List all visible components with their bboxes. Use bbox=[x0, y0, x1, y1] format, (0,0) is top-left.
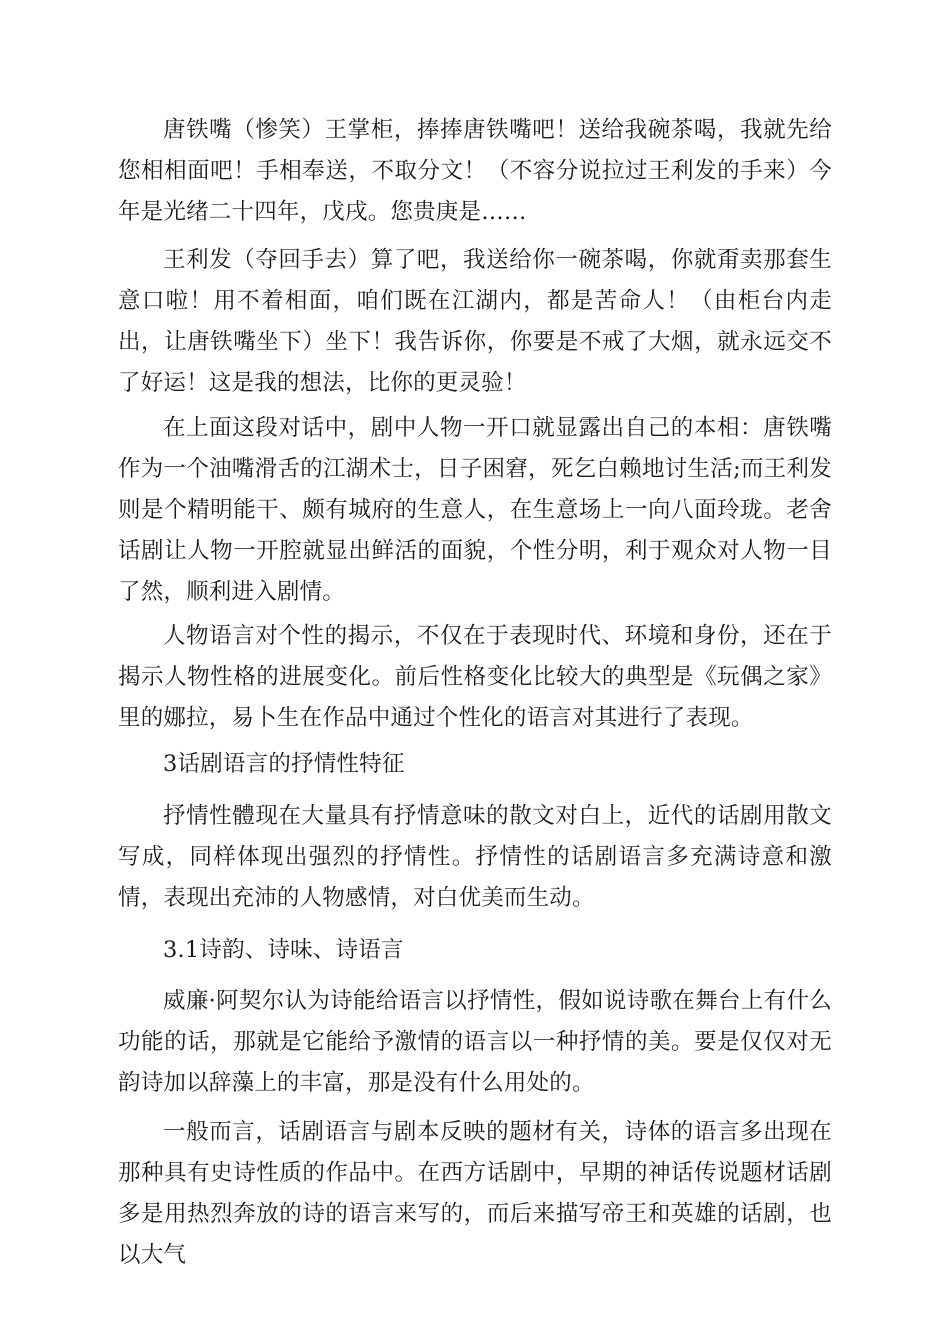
paragraph-general: 一般而言，话剧语言与剧本反映的题材有关，诗体的语言多出现在那种具有史诗性质的作品中。在西方话剧中，早期的神话传说题材话剧多是用热烈奔放的诗的语言来写的，而后来描写帝王和英雄的话剧，也以大气 bbox=[118, 1119, 832, 1268]
section-heading-3-1: 3.1诗韵、诗味、诗语言 bbox=[163, 937, 404, 963]
paragraph-analysis: 在上面这段对话中，剧中人物一开口就显露出自己的本相：唐铁嘴作为一个油嘴滑舌的江湖术士，日子困窘，死乞白赖地讨生活;而王利发则是个精明能干、颇有城府的生意人，在生意场上一向八面玲珑。老舍话剧让人物一开腔就显出鲜活的面貌，个性分明，利于观众对人物一目了然，顺利进入剧情。 bbox=[118, 415, 832, 605]
section-heading-3: 3话剧语言的抒情性特征 bbox=[163, 751, 405, 777]
paragraph-personality: 人物语言对个性的揭示，不仅在于表现时代、环境和身份，还在于揭示人物性格的进展变化。前后性格变化比较大的典型是《玩偶之家》里的娜拉，易卜生在作品中通过个性化的语言对其进行了表现。 bbox=[118, 623, 832, 731]
paragraph-tang-tiezui-dialogue: 唐铁嘴（惨笑）王掌柜，捧捧唐铁嘴吧！送给我碗茶喝，我就先给您相相面吧！手相奉送，不取分文！（不容分说拉过王利发的手来）今年是光绪二十四年，戊戌。您贵庚是…… bbox=[118, 117, 832, 225]
paragraph-wang-lifa-dialogue: 王利发（夺回手去）算了吧，我送给你一碗茶喝，你就甭卖那套生意口啦！用不着相面，咱们既在江湖内，都是苦命人！（由柜台内走出，让唐铁嘴坐下）坐下！我告诉你，你要是不戒了大烟，就永远交不了好运！这是我的想法，比你的更灵验！ bbox=[118, 247, 832, 396]
paragraph-lyricism: 抒情性體现在大量具有抒情意味的散文对白上，近代的话剧用散文写成，同样体现出强烈的抒情性。抒情性的话剧语言多充满诗意和激情，表现出充沛的人物感情，对白优美而生动。 bbox=[118, 803, 832, 911]
paragraph-william-archer: 威廉·阿契尔认为诗能给语言以抒情性，假如说诗歌在舞台上有什么功能的话，那就是它能给予激情的语言以一种抒情的美。要是仅仅对无韵诗加以辞藻上的丰富，那是没有什么用处的。 bbox=[118, 988, 832, 1096]
